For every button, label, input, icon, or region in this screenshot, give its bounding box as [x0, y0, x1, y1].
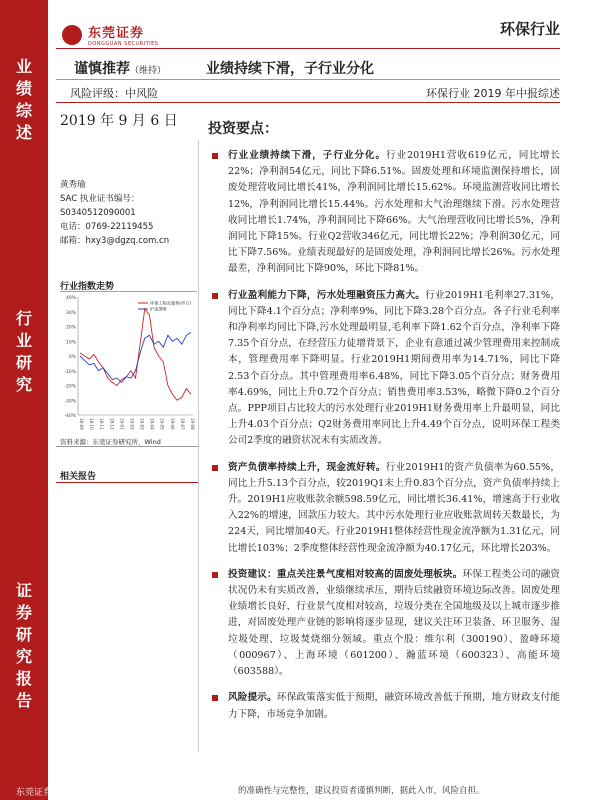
- x-tick-label: 18-12: [109, 418, 115, 430]
- index-trend-chart: [60, 291, 197, 430]
- y-tick-label: 0%: [68, 355, 76, 360]
- bullet-square-icon: [212, 572, 218, 578]
- sidebar-char: 业: [15, 57, 32, 76]
- subtitle-divider: [56, 102, 560, 103]
- chart-title: 行业指数走势: [60, 282, 115, 292]
- x-tick-label: 19-07: [179, 418, 185, 430]
- y-tick-label: -20%: [64, 384, 76, 390]
- point-heading: 行业业绩持续下滑，子行业分化。: [228, 150, 386, 161]
- related-divider: [56, 482, 198, 483]
- point-text: 环保政策落实低于预期，融资环境改善低于预期，地方财政支付能力下降，市场竞争加剧。: [228, 692, 561, 720]
- y-tick-label: 20%: [65, 325, 76, 331]
- sidebar-char: 研: [15, 625, 32, 644]
- header-divider: [56, 48, 560, 49]
- x-tick-label: 19-08: [190, 418, 195, 430]
- investment-point-3: [210, 460, 560, 557]
- sac-label: SAC 执业证书编号：: [60, 194, 140, 204]
- sidebar-label-top: [0, 56, 48, 144]
- investment-point-2: [210, 288, 560, 450]
- investment-title: 投资要点：: [208, 121, 278, 137]
- rating: [74, 58, 166, 78]
- author-email[interactable]: 邮箱：hxy3@dgzq.com.cn: [60, 236, 170, 246]
- series-line-1: [80, 309, 191, 401]
- bullet-square-icon: [212, 695, 218, 701]
- x-tick-label: 18-11: [99, 418, 105, 430]
- related-reports-title: 相关报告: [60, 472, 97, 482]
- x-tick-label: 19-05: [159, 418, 165, 430]
- investment-point-1: [210, 148, 560, 278]
- report-subtitle: 环保行业 2019 年中报综述: [426, 87, 560, 100]
- footer-disclaimer: 的准确性与完整性，建议投资者谨慎判断，据此入市，风险自担。: [238, 786, 485, 796]
- sidebar-char: 述: [15, 123, 32, 142]
- risk-rating: 风险评级：中风险: [70, 87, 158, 100]
- x-tick-label: 18-09: [79, 418, 84, 430]
- report-date: 2019 年 9 月 6 日: [60, 113, 178, 129]
- y-tick-label: 40%: [65, 296, 76, 301]
- y-tick-label: 10%: [65, 340, 76, 346]
- rating-label: 谨慎推荐: [74, 61, 130, 77]
- chart-source-divider: [56, 446, 198, 447]
- author-info: [60, 178, 169, 248]
- y-tick-label: -10%: [64, 369, 76, 375]
- sidebar-label-middle: [0, 308, 48, 396]
- y-tick-label: -30%: [64, 399, 76, 405]
- point-text: 行业2019H1营收619亿元，同比增长22%；净利润54亿元，同比下降6.51%。固废处理和环境监测保持增长，固废处理营收同比增长41%，净利润同比增长15.62%。环境监测营收同比增长12%，净利润同比增长15.44%。污水处理和大气治理继续下滑。污水处理营收同比增长1.74%，净利润同比下降66%。大气治理营收同比增长5%，净利润同比下降15%。行业Q2营收346亿元，同比增长22%；净利润30亿元，同比下降7.56%。业绩表现最好的是固废处理，净利润同比增长26%。污水处理最差，净利润同比下降90%，环比下降81%。: [228, 150, 560, 275]
- sac-number: S0340512090001: [60, 208, 136, 218]
- point-text: 行业2019H1毛利率27.31%，同比下降4.1个百分点；净利率9%，同比下降3.28个百分点。各子行业毛利率和净利率均同比下降,污水处理最明显,毛利率下降1.62个百分点，净利率下降7.35个百分点，在经营压力徒增背景下，企业有意通过减少管理费用来控制成本，管理费用率下降明显。行业2019H1期间费用率为14.71%，同比下降2.53个百分点。其中管理费用率6.48%，同比下降3.05个百分点；财务费用率4.69%，同比上升0.72个百分点；销售费用率3.53%，略微下降0.2个百分点。PPP项目占比较大的污水处理行业2019H1财务费用率上升最明显，同比上升4.03个百分点；Q2财务费用率同比上升4.49个百分点，说明环保工程类公司2季度的融资状况未有实质改善。: [228, 289, 561, 447]
- bullet-square-icon: [212, 465, 218, 471]
- rating-change: （维持）: [130, 66, 167, 76]
- brand-logo: [62, 22, 158, 47]
- bullet-square-icon: [212, 293, 218, 299]
- sidebar-char: 报: [15, 669, 32, 688]
- sidebar-char: 综: [15, 101, 32, 120]
- brand-emblem-icon: [62, 25, 82, 45]
- column-divider: [198, 140, 199, 752]
- sidebar-char: 行: [15, 309, 32, 328]
- investment-point-5: [210, 690, 560, 722]
- report-headline: 业绩持续下滑，子行业分化: [206, 61, 374, 77]
- sidebar-char: 券: [15, 603, 32, 622]
- point-text: 行业2019H1的资产负债率为60.55%，同比上升5.13个百分点，较2019Q1末上升0.83个百分点，资产负债率持续上升。2019H1应收账款余额598.59亿元，同比增长36.41%，增速高于行业收入22%的增速，回款压力较大。其中污水处理行业应收账款周转天数最长，为224天，同比增加40天。行业2019H1整体经营性现金流净额为1.31亿元，同比增长103%；2季度整体经营性现金流净额为40.17亿元，环比增长203%。: [228, 461, 560, 554]
- sidebar-char: 告: [15, 691, 32, 710]
- author-phone: 电话：0769-22119455: [60, 222, 154, 232]
- x-tick-label: 18-10: [89, 418, 95, 430]
- point-heading: 行业盈利能力下降，污水处理融资压力高大。: [228, 289, 426, 301]
- author-name: 黄秀瑜: [60, 180, 86, 190]
- sidebar-char: 研: [15, 353, 32, 372]
- brand-name-en: DONGGUAN SECURITIES: [88, 41, 159, 47]
- headline-divider: [56, 79, 560, 80]
- legend-label-2: 沪深300: [150, 306, 167, 312]
- sidebar-char: 业: [15, 331, 32, 350]
- sidebar-char: 究: [15, 647, 32, 666]
- x-tick-label: 19-06: [169, 418, 175, 430]
- sidebar-char: 究: [15, 375, 32, 394]
- x-tick-label: 19-03: [139, 418, 145, 430]
- sidebar-label-bottom: [0, 580, 48, 712]
- industry-label: 环保行业: [499, 20, 560, 38]
- investment-point-4: [210, 567, 560, 680]
- point-heading: 资产负债率持续上升，现金流好转。: [228, 461, 386, 473]
- point-heading: 投资建议：重点关注景气度相对较高的固废处理板块。: [228, 568, 463, 580]
- x-tick-label: 19-04: [149, 418, 155, 430]
- bullet-square-icon: [212, 153, 218, 159]
- y-tick-label: -40%: [64, 414, 76, 419]
- sidebar-char: 证: [15, 581, 32, 600]
- brand-name: 东莞证券: [88, 26, 145, 41]
- x-tick-label: 19-01: [119, 418, 125, 430]
- sidebar-char: 绩: [15, 79, 32, 98]
- point-heading: 风险提示。: [228, 692, 277, 704]
- y-tick-label: 30%: [65, 310, 76, 316]
- legend-label-1: 环保工程及服务(申万): [150, 300, 191, 306]
- investment-points: [210, 148, 560, 733]
- point-text: 环保工程类公司的融资状况仍未有实质改善，业绩继续承压，期待后续融资环境边际改善。固废处理业绩增长良好，行业景气度相对较高，垃圾分类在全国地级及以上城市逐步推进，对固废处理产业链的影响将逐步显现，建议关注环卫装备、环卫服务、湿垃圾处理、垃圾焚烧细分领域。重点个股：维尔利（300190）、盈峰环境（000967）、上海环境（601200）、瀚蓝环境（600323）、高能环境（603588）。: [228, 568, 561, 678]
- x-tick-label: 19-02: [129, 418, 135, 430]
- footer-mark: 东莞证券: [16, 788, 53, 798]
- chart-source: 资料来源：东莞证券研究所，Wind: [60, 438, 161, 446]
